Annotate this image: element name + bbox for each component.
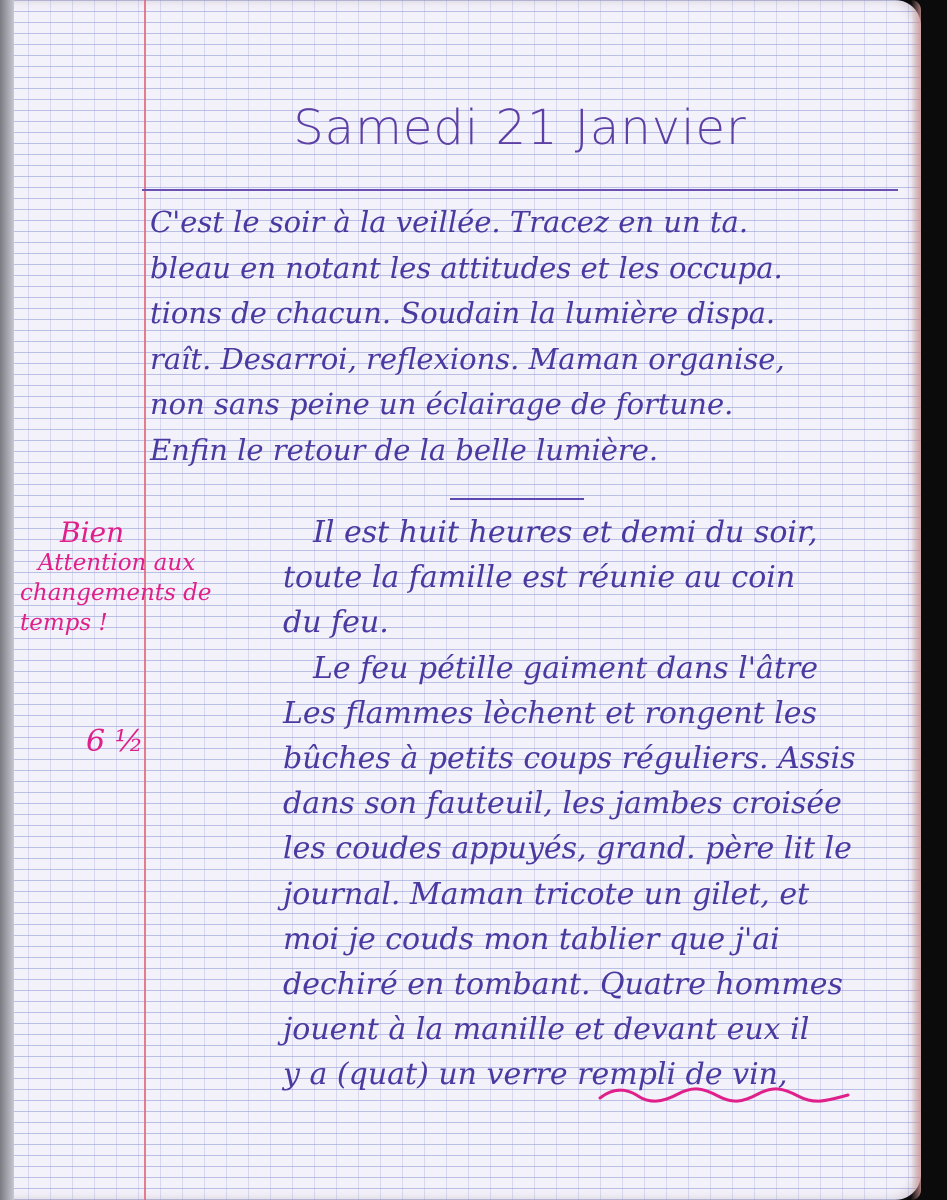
comment-line: changements de: [20, 580, 212, 606]
composition-line: jouent à la manille et devant eux il: [283, 1012, 810, 1048]
composition-line: Les flammes lèchent et rongent les: [283, 695, 817, 731]
title-underline: [142, 189, 898, 191]
section-divider: [450, 498, 584, 500]
assignment-line: bleau en notant les attitudes et les occupa.: [150, 250, 783, 285]
assignment-line: non sans peine un éclairage de fortune.: [150, 387, 734, 421]
assignment-line: raît. Desarroi, reflexions. Maman organise,: [150, 341, 785, 376]
comment-line: Attention aux: [38, 550, 196, 576]
composition-line: toute la famille est réunie au coin: [283, 560, 796, 596]
composition-line: moi je couds mon tablier que j'ai: [283, 921, 780, 957]
assignment-text: [150, 200, 885, 473]
comment-line: temps !: [20, 610, 108, 636]
assignment-line: C'est le soir à la veillée. Tracez en un ta.: [150, 205, 749, 239]
composition-text: [283, 510, 908, 1098]
page-title: Samedi 21 Janvier: [293, 100, 747, 156]
composition-line: Le feu pétille gaiment dans l'âtre: [313, 650, 819, 686]
composition-line: Il est huit heures et demi du soir,: [313, 515, 818, 550]
binding-edge: [0, 0, 14, 1200]
composition-line: bûches à petits coups réguliers. Assis: [283, 741, 856, 777]
composition-line: du feu.: [283, 605, 389, 641]
teacher-comment: [20, 518, 250, 638]
composition-line: journal. Maman tricote un gilet, et: [283, 876, 810, 912]
grade: 6 ½: [86, 724, 144, 759]
composition-line: les coudes appuyés, grand. père lit le: [283, 831, 852, 867]
assignment-line: Enfin le retour de la belle lumière.: [150, 432, 659, 467]
page-edge: [911, 0, 921, 1200]
assignment-line: tions de chacun. Soudain la lumière dispa.: [150, 296, 776, 330]
composition-line: dans son fauteuil, les jambes croisée: [283, 786, 842, 822]
correction-underline: [598, 1086, 853, 1104]
comment-line: Bien: [60, 516, 125, 549]
composition-line: dechiré en tombant. Quatre hommes: [283, 967, 843, 1003]
composition-line: y a (quat) un verre rempli de vin,: [283, 1057, 788, 1093]
